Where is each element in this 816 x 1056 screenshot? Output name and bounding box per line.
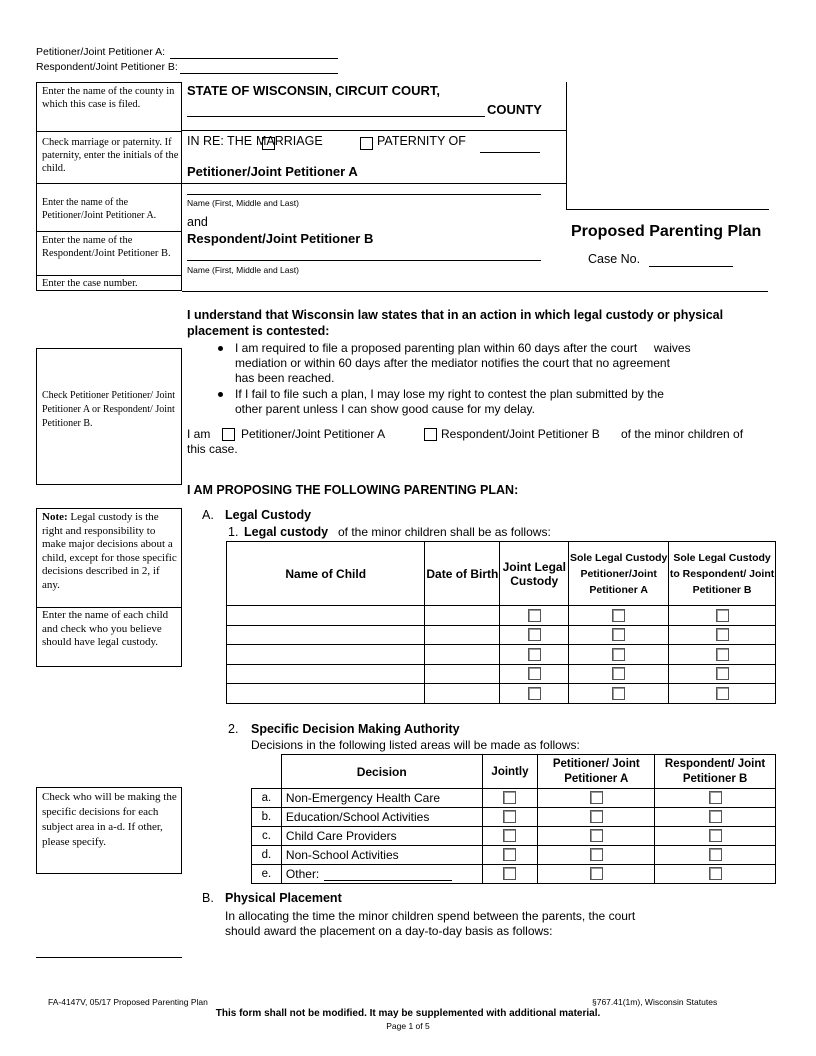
col-petitioner-a: Petitioner/ Joint Petitioner A (538, 755, 655, 789)
sec-a-title: Legal Custody (225, 508, 312, 522)
table-row (227, 645, 776, 665)
decision-label: Non-School Activities (281, 846, 482, 865)
respondent-b-label: Respondent/Joint Petitioner B (441, 427, 600, 441)
jointly-checkbox[interactable] (503, 867, 516, 880)
item2-num: 2. (228, 722, 239, 736)
bullet-1 (218, 346, 223, 351)
court-heading: STATE OF WISCONSIN, CIRCUIT COURT, (187, 83, 441, 98)
county-label: COUNTY (487, 102, 542, 117)
table-row: b. Education/School Activities (252, 808, 776, 827)
dob-cell[interactable] (425, 606, 500, 626)
sole-a-checkbox[interactable] (612, 667, 625, 680)
child-name-cell[interactable] (227, 606, 425, 626)
child-name-cell[interactable] (227, 645, 425, 665)
note-box (36, 508, 182, 667)
col-sole-b: Sole Legal Custody to Respondent/ Joint Petitioner B (669, 542, 776, 606)
table-row (227, 664, 776, 684)
decision-label: Education/School Activities (281, 808, 482, 827)
respondent-name-hint: Name (First, Middle and Last) (187, 265, 299, 275)
bullet1-line3: has been reached. (235, 371, 335, 385)
item1-text: of the minor children shall be as follows: (338, 525, 551, 539)
sec-a-letter: A. (202, 508, 214, 522)
paternity-checkbox[interactable] (360, 137, 373, 150)
col-respondent-b: Respondent/ Joint Petitioner B (655, 755, 776, 789)
paternity-initials-field[interactable] (480, 152, 540, 153)
instr-case: Enter the case number. (42, 278, 138, 289)
plan-heading: I AM PROPOSING THE FOLLOWING PARENTING PLAN: (187, 483, 519, 497)
joint-checkbox[interactable] (528, 628, 541, 641)
col-date-of-birth: Date of Birth (425, 542, 500, 606)
instr-check: Check marriage or paternity. If paternity, enter the initials of the child. (42, 137, 179, 174)
sec-b-line1: In allocating the time the minor children spend between the parents, the court (225, 909, 636, 923)
caption-instructions (36, 82, 182, 291)
bullet-2 (218, 392, 223, 397)
of-minor-line2: this case. (187, 442, 238, 456)
child-name-cell[interactable] (227, 625, 425, 645)
respondent-heading: Respondent/Joint Petitioner B (187, 231, 374, 246)
petitioner-checkbox[interactable] (590, 867, 603, 880)
sole-a-checkbox[interactable] (612, 648, 625, 661)
sole-b-checkbox[interactable] (716, 628, 729, 641)
decisions-table (251, 754, 776, 884)
footer-notice: This form shall not be modified. It may be supplemented with additional material. (215, 1008, 601, 1019)
dob-cell[interactable] (425, 625, 500, 645)
sole-b-checkbox[interactable] (716, 648, 729, 661)
item2-title: Specific Decision Making Authority (251, 722, 460, 736)
petitioner-name-hint: Name (First, Middle and Last) (187, 198, 299, 208)
col-jointly: Jointly (482, 755, 538, 789)
understand-heading-1: I understand that Wisconsin law states that in an action in which legal custody or physical (187, 308, 724, 322)
footer-page: Page 1 of 5 (386, 1021, 430, 1031)
col-decision: Decision (281, 755, 482, 789)
respondent-checkbox[interactable] (709, 848, 722, 861)
respondent-checkbox[interactable] (709, 829, 722, 842)
decision-label: Other: (285, 867, 320, 881)
and-label: and (187, 215, 208, 229)
jointly-checkbox[interactable] (503, 829, 516, 842)
table-row (227, 606, 776, 626)
in-re-label: IN RE: THE (187, 134, 253, 148)
child-name-cell[interactable] (227, 664, 425, 684)
sole-b-checkbox[interactable] (716, 667, 729, 680)
petitioner-checkbox[interactable] (590, 791, 603, 804)
instr-decisions: Check who will be making the specific decisions for each subject area in a-d. If other, please specify. (42, 791, 177, 848)
child-name-cell[interactable] (227, 684, 425, 704)
jointly-checkbox[interactable] (503, 791, 516, 804)
petitioner-checkbox[interactable] (590, 810, 603, 823)
instr-county: Enter the name of the county in which this case is filed. (42, 86, 175, 110)
other-specify-field[interactable] (324, 880, 452, 881)
bullet1-line1: I am required to file a proposed parenting plan within 60 days after the court waives (235, 341, 691, 355)
table-row (227, 684, 776, 704)
instr-petitioner: Enter the name of the Petitioner/Joint Petitioner A. (42, 197, 157, 221)
sole-a-checkbox[interactable] (612, 628, 625, 641)
sole-b-checkbox[interactable] (716, 687, 729, 700)
instr-children: Enter the name of each child and check who you believe should have legal custody. (42, 609, 169, 648)
col-joint-custody: Joint Legal Custody (500, 542, 569, 606)
respondent-name-field[interactable] (180, 73, 338, 74)
joint-checkbox[interactable] (528, 687, 541, 700)
petitioner-a-checkbox[interactable] (222, 428, 235, 441)
respondent-checkbox[interactable] (709, 810, 722, 823)
item2-text: Decisions in the following listed areas will be made as follows: (251, 738, 580, 752)
footer-form-id: FA-4147V, 05/17 Proposed Parenting Plan (48, 997, 208, 1007)
respondent-label: Respondent/Joint Petitioner B: (36, 61, 178, 73)
marriage-label: MARRIAGE (256, 134, 323, 148)
decision-label: Child Care Providers (281, 827, 482, 846)
bullet2-line1: If I fail to file such a plan, I may lose my right to contest the plan submitted by the (235, 387, 664, 401)
bullet2-line2: other parent unless I can show good cause for my delay. (235, 402, 535, 416)
col-name-of-child: Name of Child (227, 542, 425, 606)
sole-a-checkbox[interactable] (612, 609, 625, 622)
sole-b-checkbox[interactable] (716, 609, 729, 622)
table-row: a. Non-Emergency Health Care (252, 789, 776, 808)
sec-b-title: Physical Placement (225, 891, 342, 905)
respondent-checkbox[interactable] (709, 791, 722, 804)
joint-checkbox[interactable] (528, 648, 541, 661)
table-row: c. Child Care Providers (252, 827, 776, 846)
understand-heading-2: placement is contested: (187, 324, 330, 338)
table-row: d. Non-School Activities (252, 846, 776, 865)
sec-b-letter: B. (202, 891, 214, 905)
dob-cell[interactable] (425, 684, 500, 704)
joint-checkbox[interactable] (528, 667, 541, 680)
petitioner-label: Petitioner/Joint Petitioner A: (36, 46, 165, 58)
sec-b-line2: should award the placement on a day-to-day basis as follows: (225, 924, 553, 938)
of-minor-line1: of the minor children of (621, 427, 744, 441)
petitioner-heading: Petitioner/Joint Petitioner A (187, 164, 358, 179)
legal-custody-note: Note: Legal custody is the right and responsibility to make major decisions about a child, except for those specific decisions described in 2, if any. (42, 511, 177, 591)
paternity-label: PATERNITY OF (377, 134, 466, 148)
i-am-label: I am (187, 427, 211, 441)
petitioner-full-name-field[interactable] (187, 194, 541, 195)
petitioner-checkbox[interactable] (590, 829, 603, 842)
item1-bold: Legal custody (244, 525, 329, 539)
instr-decisions-box (36, 787, 182, 874)
petitioner-name-field[interactable] (170, 58, 338, 59)
respondent-b-checkbox[interactable] (424, 428, 437, 441)
respondent-checkbox[interactable] (709, 867, 722, 880)
respondent-full-name-field[interactable] (187, 260, 541, 261)
petitioner-a-label: Petitioner/Joint Petitioner A (241, 427, 386, 441)
petitioner-checkbox[interactable] (590, 848, 603, 861)
sole-a-checkbox[interactable] (612, 687, 625, 700)
item1-num: 1. (228, 525, 239, 539)
instr-party: Check Petitioner Petitioner/ Joint Petitioner A or Respondent/ Joint Petitioner B. (42, 390, 176, 429)
jointly-checkbox[interactable] (503, 810, 516, 823)
case-no-field[interactable] (649, 266, 733, 267)
dob-cell[interactable] (425, 645, 500, 665)
instr-respondent: Enter the name of the Respondent/Joint Petitioner B. (42, 235, 171, 259)
footer-statute: §767.41(1m), Wisconsin Statutes (592, 997, 718, 1007)
form-title: Proposed Parenting Plan (571, 223, 762, 240)
joint-checkbox[interactable] (528, 609, 541, 622)
custody-table (226, 541, 776, 704)
col-sole-a: Sole Legal Custody Petitioner/Joint Petitioner A (569, 542, 669, 606)
instr-party-box (36, 348, 182, 485)
decision-label: Non-Emergency Health Care (281, 789, 482, 808)
table-row (227, 625, 776, 645)
bullet1-line2: mediation or within 60 days after the mediator notifies the court that no agreement (235, 356, 670, 370)
dob-cell[interactable] (425, 664, 500, 684)
county-field[interactable] (187, 116, 485, 117)
case-no-label: Case No. (588, 252, 641, 266)
jointly-checkbox[interactable] (503, 848, 516, 861)
table-row: e. Other: (252, 865, 776, 884)
